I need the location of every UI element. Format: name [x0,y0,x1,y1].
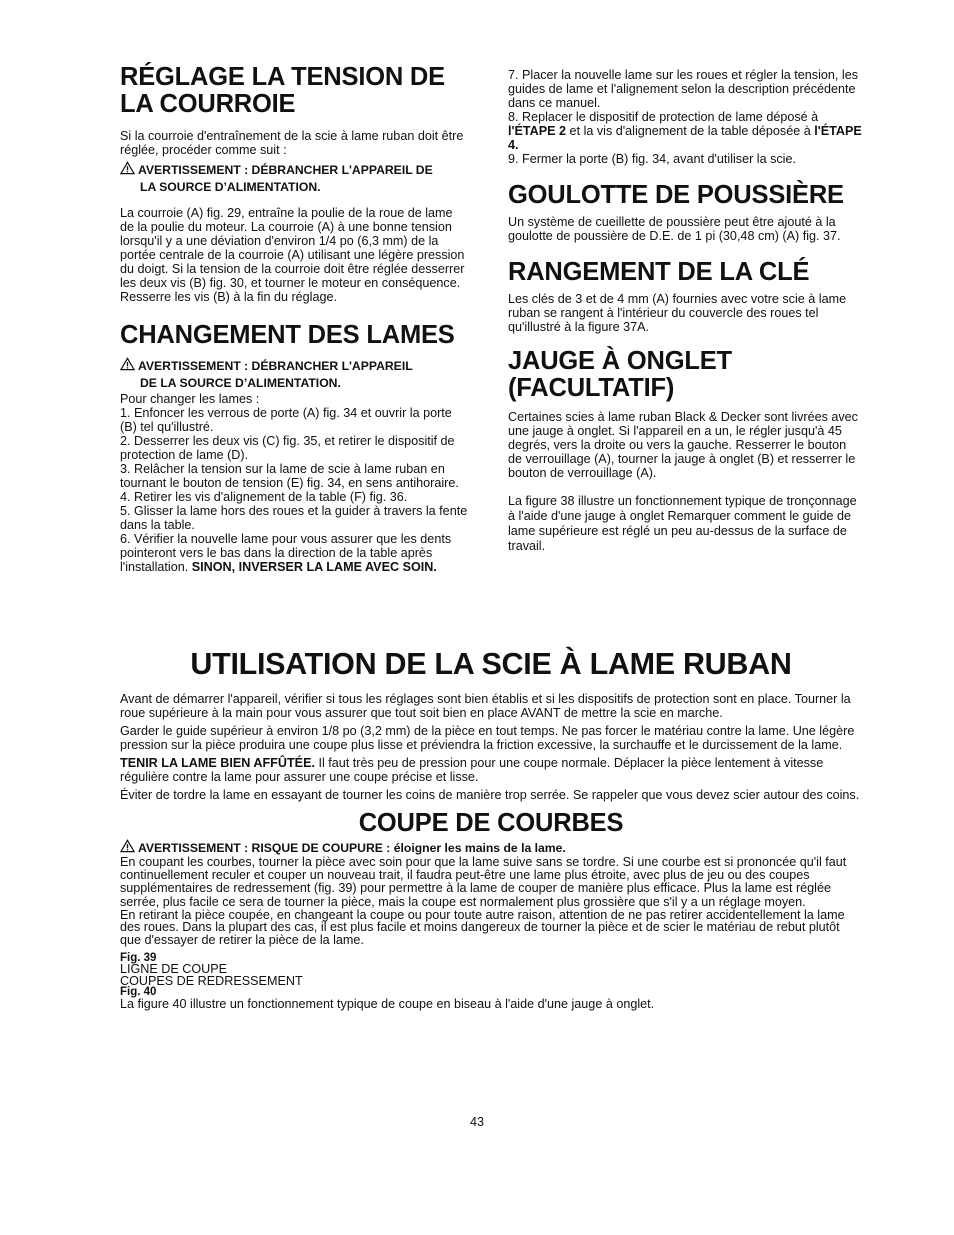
blade-step-6-text: 6. Vérifier la nouvelle lame pour vous assurer que les dents pointeront vers le bas dans la direction de la table après l'installation. [120,532,452,574]
usage-paragraph-1: Avant de démarrer l'appareil, vérifier si tous les réglages sont bien établis et si les dispositifs de protection sont en place. Tourner la roue supérieure à la main pour vous assurer que tout soit bien en place AVANT de mettre la scie en marche. [120,692,851,720]
blade-change-warning [120,357,470,392]
blade-step-8-c: et la vis d'alignement de la table déposée à [566,124,815,138]
belt-tension-intro: Si la courroie d'entraînement de la scie à lame ruban doit être réglée, procéder comme suit : [120,129,464,157]
warning-triangle-icon [120,357,135,371]
section-dust-chute [508,182,862,243]
blade-step-6-bold: SINON, INVERSER LA LAME AVEC SOIN. [191,560,437,574]
usage-paragraph-3-text: Il faut très peu de pression pour une coupe normale. Déplacer la pièce lentement à vitesse régulière contre la lame pour assurer une coupe précise et lisse. [120,756,824,784]
curve-cutting-warning [120,839,862,856]
blade-step-3: 3. Relâcher la tension sur la lame de scie à lame ruban en tournant le bouton de tension (E) fig. 34, en sens antihoraire. [120,462,459,490]
blade-step-8-b: l'ÉTAPE 2 [508,124,567,138]
fig-39-cut-line-label: LIGNE DE COUPE [120,962,228,977]
section-blade-steps-cont [508,68,862,166]
section-belt-tension [120,64,470,304]
curve-cutting-paragraph-2: En retirant la pièce coupée, en changeant la coupe ou pour toute autre raison, attention de ne pas retirer accidentellement la lame des roues. Dans la plupart des cas, il est plus facile et moins dangereux de tourner la pièce et de scier le matériau de rebut plutôt que d'essayer de retirer la pièce de la lame. [120,907,845,947]
warning-triangle-icon [120,839,135,853]
belt-tension-warning-line2: LA SOURCE D’ALIMENTATION. [140,180,321,194]
usage-section [120,646,862,1011]
usage-paragraph-2: Garder le guide supérieur à environ 1/8 po (3,2 mm) de la pièce en tout temps. Ne pas forcer le matériau contre la lame. Une légère pression sur la pièce produira une coupe plus lisse et préviendra la friction excessive, la surchauffe et le durcissement de la lame. [120,724,855,752]
heading-curve-cutting: COUPE DE COURBES [358,809,624,837]
blade-change-warning-line2: DE LA SOURCE D’ALIMENTATION. [140,376,341,390]
blade-step-1: 1. Enfoncer les verrous de porte (A) fig. 34 et ouvrir la porte (B) tel qu'illustré. [120,406,452,434]
section-wrench-storage [508,259,862,334]
blade-step-8-a: 8. Replacer le dispositif de protection de lame déposé à [508,110,819,124]
section-miter-gauge [508,348,862,554]
heading-dust-chute: GOULOTTE DE POUSSIÈRE [508,181,844,209]
miter-gauge-body-2: La figure 38 illustre un fonctionnement typique de tronçonnage à l'aide d'une jauge à onglet Remarquer comment le guide de lame supérieure est réglé un peu au-dessus de la surface de travail. [508,494,857,553]
blade-step-8-d: l'ÉTAPE 4. [508,124,862,152]
blade-step-4: 4. Retirer les vis d'alignement de la table (F) fig. 36. [120,490,408,504]
dust-chute-body: Un système de cueillette de poussière peut être ajouté à la goulotte de poussière de D.E. de 1 pi (30,48 cm) (A) fig. 37. [508,215,841,243]
fig-39-relief-cuts-label: COUPES DE REDRESSEMENT [120,973,303,988]
belt-tension-warning [120,161,470,196]
usage-paragraph-3-bold: TENIR LA LAME BIEN AFFÛTÉE. [120,756,315,770]
heading-wrench-storage: RANGEMENT DE LA CLÉ [508,258,810,286]
usage-paragraph-3 [120,756,862,784]
page-number: 43 [469,1115,484,1129]
blade-change-intro: Pour changer les lames : [120,392,260,406]
heading-usage: UTILISATION DE LA SCIE À LAME RUBAN [190,647,792,681]
blade-change-warning-line1: AVERTISSEMENT : DÉBRANCHER L'APPAREIL [138,359,413,373]
section-blade-change [120,322,470,574]
heading-belt-tension: RÉGLAGE LA TENSION DE LA COURROIE [120,63,445,118]
usage-paragraph-4: Éviter de tordre la lame en essayant de tourner les coins de manière trop serrée. Se rappeler que vous devez scier autour des coins. [120,788,860,802]
belt-tension-warning-line1: AVERTISSEMENT : DÉBRANCHER L'APPAREIL DE [138,163,433,177]
blade-step-5: 5. Glisser la lame hors des roues et la guider à travers la fente dans la table. [120,504,468,532]
blade-step-9: 9. Fermer la porte (B) fig. 34, avant d'utiliser la scie. [508,152,796,166]
blade-step-2: 2. Desserrer les deux vis (C) fig. 35, et retirer le dispositif de protection de lame (D). [120,434,455,462]
curve-cutting-warning-text: AVERTISSEMENT : RISQUE DE COUPURE : éloigner les mains de la lame. [138,841,566,855]
blade-step-8 [508,110,862,152]
miter-gauge-body-1: Certaines scies à lame ruban Black & Decker sont livrées avec une jauge à onglet. Si l'appareil en a un, le régler jusqu'à 45 degrés, vers la droite ou vers la gauche. Resserrer le bouton de verrouillage (A), tourner la jauge à onglet (B) et resserrer le bouton de verrouillage (A). [508,410,858,480]
wrench-storage-body: Les clés de 3 et de 4 mm (A) fournies avec votre scie à lame ruban se rangent à l'intérieur du couvercle des roues tel qu'illustré à la figure 37A. [508,292,847,334]
warning-triangle-icon [120,161,135,175]
left-column [120,64,470,574]
curve-cutting-paragraph-1: En coupant les courbes, tourner la pièce avec soin pour que la lame suive sans se tordre. Si une courbe est si prononcée qu'il faut continuellement reculer et couper un nouveau trait, il faudra peut-être une lame plus étroite, avec plus de jeu ou des coupes supplémentaires de redressement (fig. 39) pour permettre à la lame de couper de manière plus efficace. Plus la lame est réglée serrée, plus facile ce sera de tourner la pièce, mais la coupe est normalement plus grossière que s'il y a un réglage moyen. [120,855,847,909]
blade-step-7: 7. Placer la nouvelle lame sur les roues et régler la tension, les guides de lame et l'alignement selon la description précédente dans ce manuel. [508,68,859,110]
fig-39-label: Fig. 39 [120,951,157,964]
heading-blade-change: CHANGEMENT DES LAMES [120,321,455,349]
blade-step-6 [120,532,470,574]
right-column [508,68,862,564]
fig-40-label: Fig. 40 [120,986,157,999]
fig-40-caption: La figure 40 illustre un fonctionnement typique de coupe en biseau à l'aide d'une jauge à onglet. [120,996,655,1011]
belt-tension-body: La courroie (A) fig. 29, entraîne la poulie de la roue de lame de la poulie du moteur. La courroie (A) à une bonne tension lorsqu'il y a une déviation d'environ 1/4 po (6,3 mm) de la portée centrale de la courroie (A) utilisant une légère pression du doigt. Si la tension de la courroie doit être réglée desserrer les deux vis (B) fig. 30, et tourner le moteur en conséquence. Resserre les vis (B) à la fin du réglage. [120,206,465,304]
heading-miter-gauge: JAUGE À ONGLET (FACULTATIF) [508,347,732,402]
